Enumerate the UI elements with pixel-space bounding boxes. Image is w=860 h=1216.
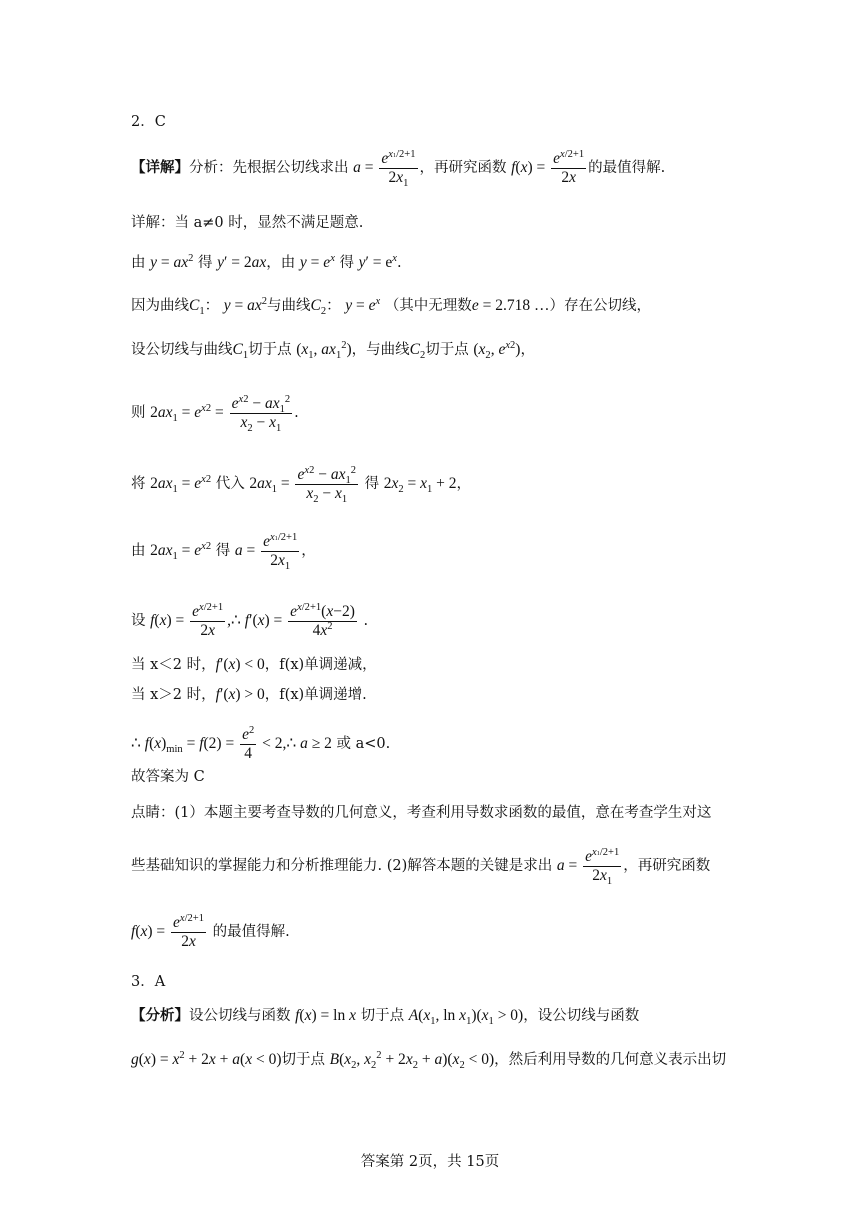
q2-line-3: 因为曲线$C_1$： $y = ax^2$与曲线$C_2$： $y = e^x$ （其中无理数e = 2.718 …）存在公切线， (131, 295, 651, 318)
q2-line-9: 当 x＜2 时，f′(x) < 0，f(x)单调递减， (131, 656, 377, 673)
q2-line-13: 点睛：(1）本题主要考查导数的几何意义，考查利用导数求函数的最值，意在考查学生对这 (131, 805, 712, 821)
q2-heading: 2．C (131, 114, 166, 130)
q2-line-2: 由 $y = ax^2$ 得 y′ = 2ax，由 $y = e^x$ 得 $y' = e^x$. (131, 252, 402, 271)
q2-line-4: 设公切线与曲线$C_1$切于点 ($x_1$, $ax_1^2$)，与曲线$C_2$切于点 ($x_2$, $e^{x2}$)， (131, 339, 535, 362)
q2-detail-intro: 【详解】分析：先根据公切线求出 a = $\frac{e^{x1/2+1}}{2x_1}$ ，再研究函数 f(x) = $\frac{e^{x/2+1}}{2x}$ 的最值得解. (131, 148, 666, 190)
q2-line-8: 设 f(x) = $\frac{e^{x/2+1}}{2x}$ ,∴ f′(x) = $\frac{e^{x/2+1}(x-2)}{4x^2}$ . (131, 601, 369, 639)
q2-line-6: 将 $2ax_1 = e^{x2}$ 代入 $2ax_1$ = $\frac{e^{x2} - ax_1^2}{x_2 - x_1}$ 得 $2x_2 = x_1 + 2$， (131, 464, 472, 506)
q2-line-7: 由 $2ax_1 = e^{x2}$ 得 a = $\frac{e^{x1/2+1}}{2x_1}$ ， (131, 531, 316, 573)
page-footer: 答案第 2页，共 15页 (360, 1154, 500, 1170)
q2-line-1: 详解：当 a≠0 时，显然不满足题意. (131, 215, 364, 231)
q2-line-15: f(x) = $\frac{e^{x/2+1}}{2x}$ 的最值得解. (131, 912, 290, 950)
q2-line-14: 些基础知识的掌握能力和分析推理能力. (2)解答本题的关键是求出 a = $\frac{e^{x1/2+1}}{2x_1}$ ，再研究函数 (131, 846, 711, 888)
q3-heading: 3．A (131, 974, 166, 990)
q3-line-2: $g(x) = x^2 + 2x + a(x < 0)$切于点 $B(x_2$, $x_2^2 + 2x_2 + a)(x_2 < 0)$，然后利用导数的几何意义表示出切 (131, 1049, 727, 1072)
q2-line-10: 当 x＞2 时，f′(x) > 0，f(x)单调递增. (131, 686, 367, 703)
q2-line-12: 故答案为 C (131, 769, 205, 785)
q2-line-11: ∴ $f(x)_{min} = f(2)$ = $\frac{e^2}{4}$ < 2,∴ a ≥ 2 或 a<0. (131, 724, 391, 762)
q2-line-5: 则 $2ax_1 = e^{x2}$ = $\frac{e^{x2} - ax_1^2}{x_2 - x_1}$ . (131, 393, 299, 435)
q3-line-1: 【分析】设公切线与函数 f(x) = ln x 切于点 $A(x_1$, $\ln x_1)(x_1 > 0)$，设公切线与函数 (131, 1007, 640, 1028)
